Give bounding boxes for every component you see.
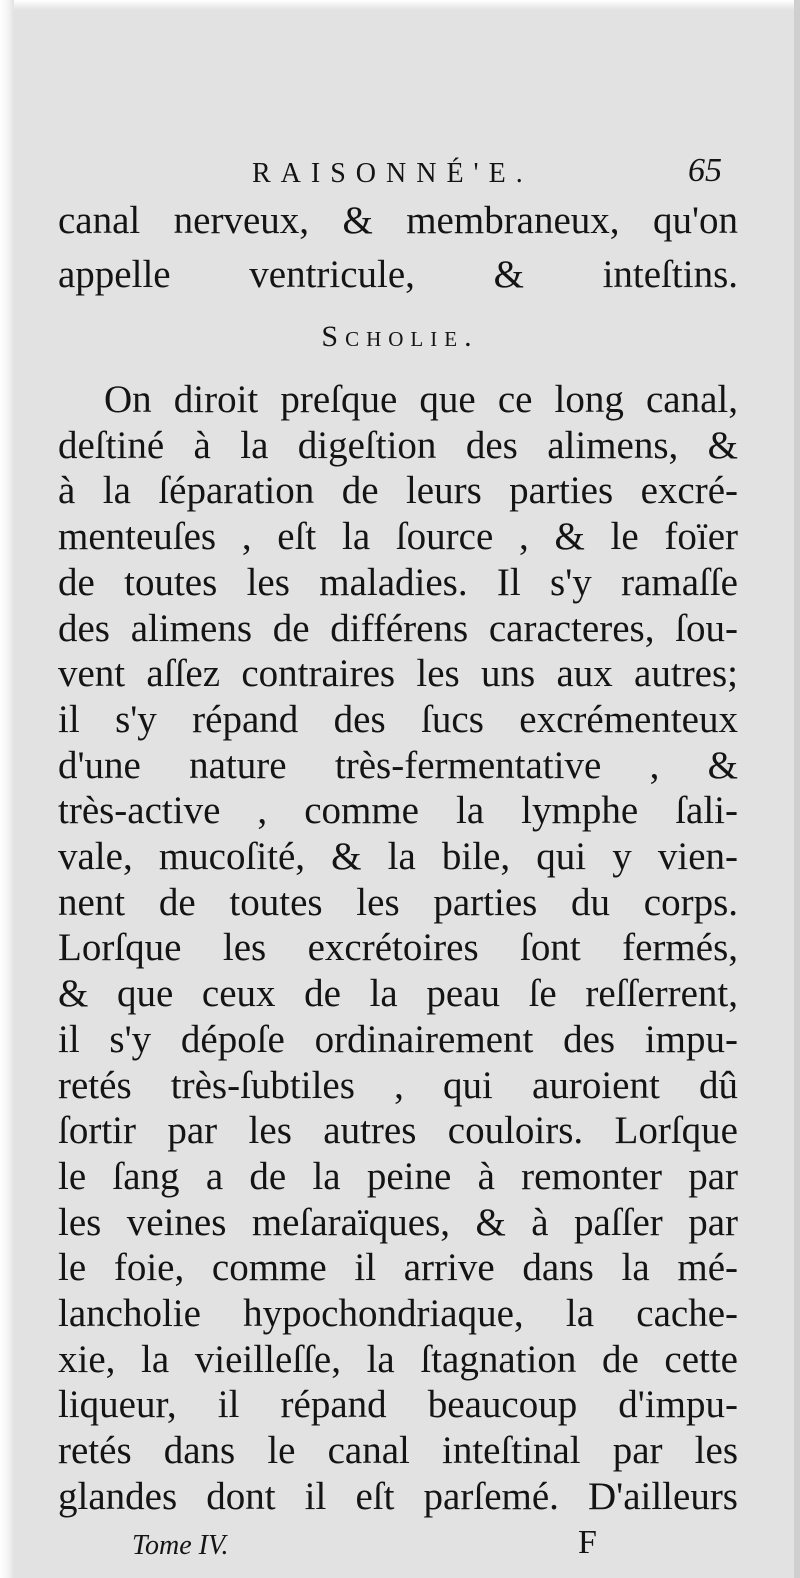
paragraph-line: vent aſſez contraires les uns aux autres; (58, 652, 738, 696)
paragraph-line: menteuſes , eſt la ſource , & le foïer (58, 515, 738, 559)
intro-line: appelle ventricule, & inteſtins. (58, 253, 738, 296)
page-top-edge (0, 0, 800, 10)
paragraph-line: deſtiné à la digeſtion des alimens, & (58, 423, 738, 467)
paragraph-line: très-active , comme la lymphe ſali- (58, 789, 738, 833)
paragraph-line: il s'y dépoſe ordinairement des impu- (58, 1017, 738, 1061)
running-head: RAISONNÉ'E. (252, 158, 533, 189)
page-right-edge (794, 0, 800, 1578)
paragraph-line: ſortir par les autres couloirs. Lorſque (58, 1109, 738, 1153)
paragraph-line: nent de toutes les parties du corps. (58, 880, 738, 924)
paragraph-line: xie, la vieilleſſe, la ſtagnation de cette (58, 1337, 738, 1381)
signature-mark: F (578, 1524, 597, 1561)
paragraph-line: les veines meſaraïques, & à paſſer par (58, 1200, 738, 1244)
paragraph-line: retés très-ſubtiles , qui auroient dû (58, 1063, 738, 1107)
paragraph-line: d'une nature très-fermentative , & (58, 743, 738, 787)
paragraph-line: il s'y répand des ſucs excrémenteux (58, 697, 738, 741)
paragraph-line: vale, mucoſité, & la bile, qui y vien- (58, 835, 738, 878)
paragraph-line: glandes dont il eſt parſemé. D'ailleurs (58, 1474, 738, 1518)
page-number: 65 (688, 152, 722, 189)
page-left-edge (0, 0, 14, 1578)
paragraph-line: On diroit preſque que ce long canal, (104, 378, 738, 421)
paragraph-line: lancholie hypochondriaque, la cache- (58, 1292, 738, 1335)
paragraph-line: le foie, comme il arrive dans la mé- (58, 1246, 738, 1290)
paragraph-line: Lorſque les excrétoires ſont fermés, (58, 926, 738, 970)
section-heading: Scholie. (321, 320, 479, 353)
intro-line: canal nerveux, & membraneux, qu'on (58, 199, 738, 242)
paragraph-line: liqueur, il répand beaucoup d'impu- (58, 1383, 738, 1427)
paragraph-line: & que ceux de la peau ſe reſſerrent, (58, 972, 738, 1016)
paragraph-line: le ſang a de la peine à remonter par (58, 1154, 738, 1198)
paragraph-line: retés dans le canal inteſtinal par les (58, 1429, 738, 1473)
paragraph-line: de toutes les maladies. Il s'y ramaſſe (58, 560, 738, 604)
paragraph-line: à la ſéparation de leurs parties excré- (58, 469, 738, 513)
paragraph-line: des alimens de différens caracteres, ſou- (58, 606, 738, 650)
signature-line: Tome IV. (132, 1530, 229, 1561)
